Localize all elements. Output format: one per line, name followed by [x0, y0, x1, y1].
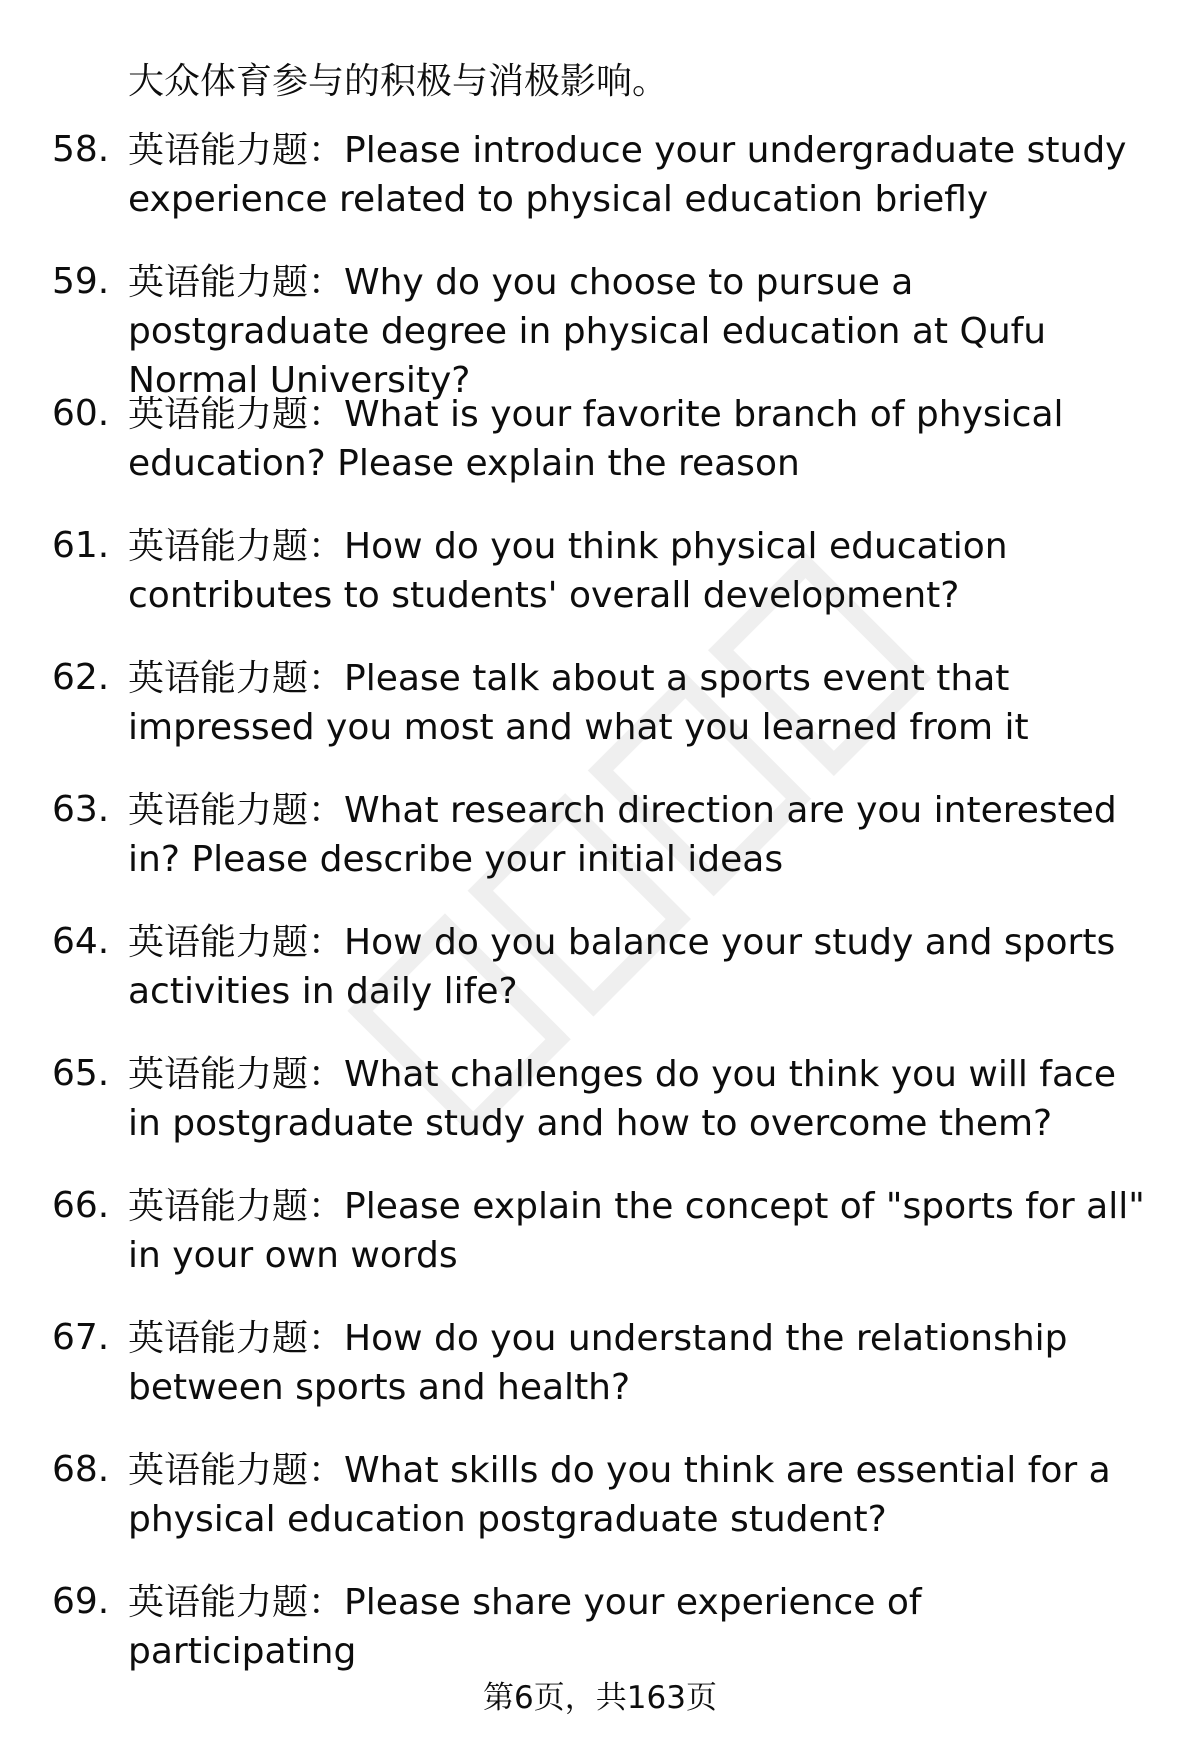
- question-text: 英语能力题：Please explain the concept of "sports for all" in your own words: [128, 1186, 1145, 1276]
- question-number: 67.: [52, 1317, 110, 1358]
- question-number: 61.: [52, 525, 110, 566]
- question-number: 66.: [52, 1185, 110, 1226]
- question-number: 59.: [52, 261, 110, 302]
- question-text: 英语能力题：What is your favorite branch of physical education? Please explain the reason: [128, 394, 1064, 484]
- question-text: 英语能力题：How do you understand the relationship between sports and health?: [128, 1318, 1068, 1408]
- question-text: 英语能力题：What skills do you think are essential for a physical education postgraduate student?: [128, 1450, 1111, 1540]
- question-number: 69.: [52, 1581, 110, 1622]
- question-number: 58.: [52, 129, 110, 170]
- page-footer: 第6页，共163页: [483, 1680, 717, 1716]
- question-text: 英语能力题：How do you balance your study and sports activities in daily life?: [128, 922, 1116, 1012]
- question-text: 英语能力题：What challenges do you think you will face in postgraduate study and how to overcome them?: [128, 1054, 1116, 1144]
- question-number: 62.: [52, 657, 110, 698]
- question-number: 60.: [52, 393, 110, 434]
- question-number: 65.: [52, 1053, 110, 1094]
- question-text: 英语能力题：Please share your experience of participating: [128, 1582, 922, 1672]
- question-text: 英语能力题：How do you think physical education contributes to students' overall development?: [128, 526, 1008, 616]
- question-text: 英语能力题：What research direction are you interested in? Please describe your initial ideas: [128, 790, 1117, 880]
- question-text: 英语能力题：Please talk about a sports event that impressed you most and what you learned from it: [128, 658, 1029, 748]
- question-text: 英语能力题：Please introduce your undergraduate study experience related to physical education briefly: [128, 130, 1127, 220]
- question-number: 63.: [52, 789, 110, 830]
- question-number: 68.: [52, 1449, 110, 1490]
- continuation-text: 大众体育参与的积极与消极影响。: [128, 61, 669, 102]
- question-text: 英语能力题：Why do you choose to pursue a postgraduate degree in physical education at Qufu Normal University?: [128, 262, 1047, 401]
- question-number: 64.: [52, 921, 110, 962]
